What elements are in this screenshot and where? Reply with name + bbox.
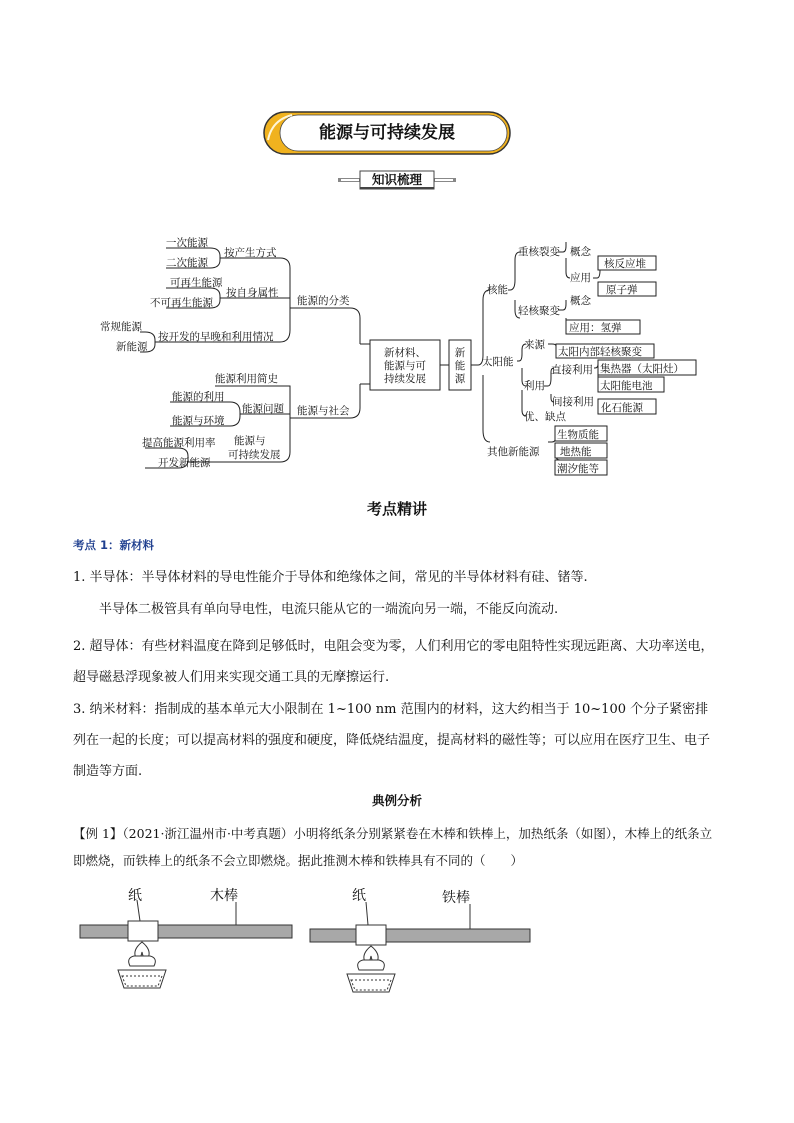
new-energy-char-2: 能 bbox=[454, 360, 466, 372]
node-fusion-concept: 概念 bbox=[570, 295, 591, 307]
node-solar-source-detail: 太阳内部轻核聚变 bbox=[558, 346, 642, 358]
node-by-attribute: 按自身属性 bbox=[226, 287, 279, 299]
node-fusion: 轻核聚变 bbox=[518, 305, 560, 317]
label-paper-left: 纸 bbox=[128, 888, 142, 904]
example-figure bbox=[70, 880, 550, 1010]
node-secondary: 二次能源 bbox=[166, 257, 208, 269]
node-sustainable-2: 可持续发展 bbox=[228, 449, 281, 461]
node-solar: 太阳能 bbox=[482, 356, 514, 368]
section-subtitle: 知识梳理 bbox=[371, 172, 422, 187]
node-energy-env: 能源与环境 bbox=[172, 415, 225, 427]
node-by-development: 按开发的早晚和利用情况 bbox=[158, 331, 274, 343]
link-solar-source bbox=[548, 344, 556, 348]
node-history: 能源利用简史 bbox=[215, 373, 278, 385]
node-abomb: 原子弹 bbox=[606, 284, 638, 296]
node-nuclear: 核能 bbox=[487, 284, 508, 296]
node-sustainable-1: 能源与 bbox=[234, 435, 266, 447]
paragraph-diode: 半导体二极管具有单向导电性，电流只能从它的一端流向另一端，不能反向流动. bbox=[99, 602, 559, 617]
link-classify-root bbox=[290, 308, 360, 344]
root-line-1: 新材料、 bbox=[384, 347, 426, 359]
key-point-label: 考点 1：新材料 bbox=[73, 538, 155, 552]
node-nonrenewable: 不可再生能源 bbox=[150, 297, 213, 309]
section-heading: 考点精讲 bbox=[366, 500, 427, 518]
node-fission-concept: 概念 bbox=[570, 246, 591, 258]
node-society: 能源与社会 bbox=[297, 405, 350, 417]
node-energy-use: 能源的利用 bbox=[172, 391, 225, 403]
node-reactor: 核反应堆 bbox=[604, 258, 646, 270]
paragraph-semiconductor: 1. 半导体：半导体材料的导电性能介于导体和绝缘体之间，常见的半导体材料有硅、锗等. bbox=[73, 570, 588, 585]
knowledge-mindmap bbox=[0, 230, 794, 480]
node-indirect-use: 间接利用 bbox=[552, 396, 594, 408]
node-energy-problem: 能源问题 bbox=[242, 403, 284, 415]
page-title: 能源与可持续发展 bbox=[319, 123, 455, 143]
node-solar-source: 来源 bbox=[524, 339, 545, 351]
paragraph-nanomaterial: 3. 纳米材料：指制成的基本单元大小限制在 1~100 nm 范围内的材料，这大约相当于 10~100 个分子紧密排列在一起的长度；可以提高材料的强度和硬度，降低烧结温度，提高材料的磁性等；可以应用在医疗卫生、电子制造等方面. bbox=[73, 702, 711, 779]
node-efficiency: 提高能源利用率 bbox=[142, 437, 216, 449]
node-solar-use: 利用 bbox=[524, 380, 545, 392]
node-develop-new: 开发新能源 bbox=[158, 457, 211, 469]
node-other-new: 其他新能源 bbox=[487, 446, 540, 458]
node-direct-use: 直接利用 bbox=[551, 364, 593, 376]
node-geothermal: 地热能 bbox=[560, 446, 592, 458]
label-paper-right: 纸 bbox=[352, 888, 366, 904]
node-collector: 集热器（太阳灶） bbox=[600, 363, 684, 375]
node-primary: 一次能源 bbox=[166, 237, 208, 249]
node-classify: 能源的分类 bbox=[297, 295, 350, 307]
node-fission-app: 应用 bbox=[570, 272, 591, 284]
paragraph-superconductor: 2. 超导体：有些材料温度在降到足够低时，电阻会变为零，人们利用它的零电阻特性实现远距离、大功率送电，超导磁悬浮现象被人们用来实现交通工具的无摩擦运行. bbox=[73, 639, 714, 685]
node-fossil: 化石能源 bbox=[601, 402, 643, 414]
node-solar-cell: 太阳能电池 bbox=[600, 380, 653, 392]
node-conventional: 常规能源 bbox=[100, 321, 142, 333]
new-energy-char-3: 源 bbox=[454, 373, 466, 385]
new-energy-char-1: 新 bbox=[454, 347, 466, 359]
node-fusion-app: 应用：氢弹 bbox=[569, 322, 622, 334]
example-heading: 典例分析 bbox=[371, 793, 422, 808]
node-by-production: 按产生方式 bbox=[224, 247, 277, 259]
node-fission: 重核裂变 bbox=[518, 246, 560, 258]
figure-iron-rod bbox=[310, 902, 530, 992]
figure-wood-rod bbox=[80, 900, 292, 988]
node-pros-cons: 优、缺点 bbox=[524, 411, 566, 423]
node-tidal: 潮汐能等 bbox=[557, 463, 599, 475]
root-line-2: 能源与可 bbox=[384, 360, 426, 372]
root-line-3: 持续发展 bbox=[384, 373, 426, 385]
node-new-energy-left: 新能源 bbox=[116, 341, 148, 353]
label-iron: 铁棒 bbox=[442, 890, 470, 906]
example-question: 【例 1】（2021·浙江温州市·中考真题）小明将纸条分别紧紧卷在木棒和铁棒上，加热纸条（如图），木棒上的纸条立即燃烧，而铁棒上的纸条不会立即燃烧。据此推测木棒和铁棒具有不同的（ ） bbox=[73, 826, 713, 868]
node-biomass: 生物质能 bbox=[557, 429, 599, 441]
node-renewable: 可再生能源 bbox=[170, 277, 223, 289]
label-wood: 木棒 bbox=[210, 888, 238, 904]
